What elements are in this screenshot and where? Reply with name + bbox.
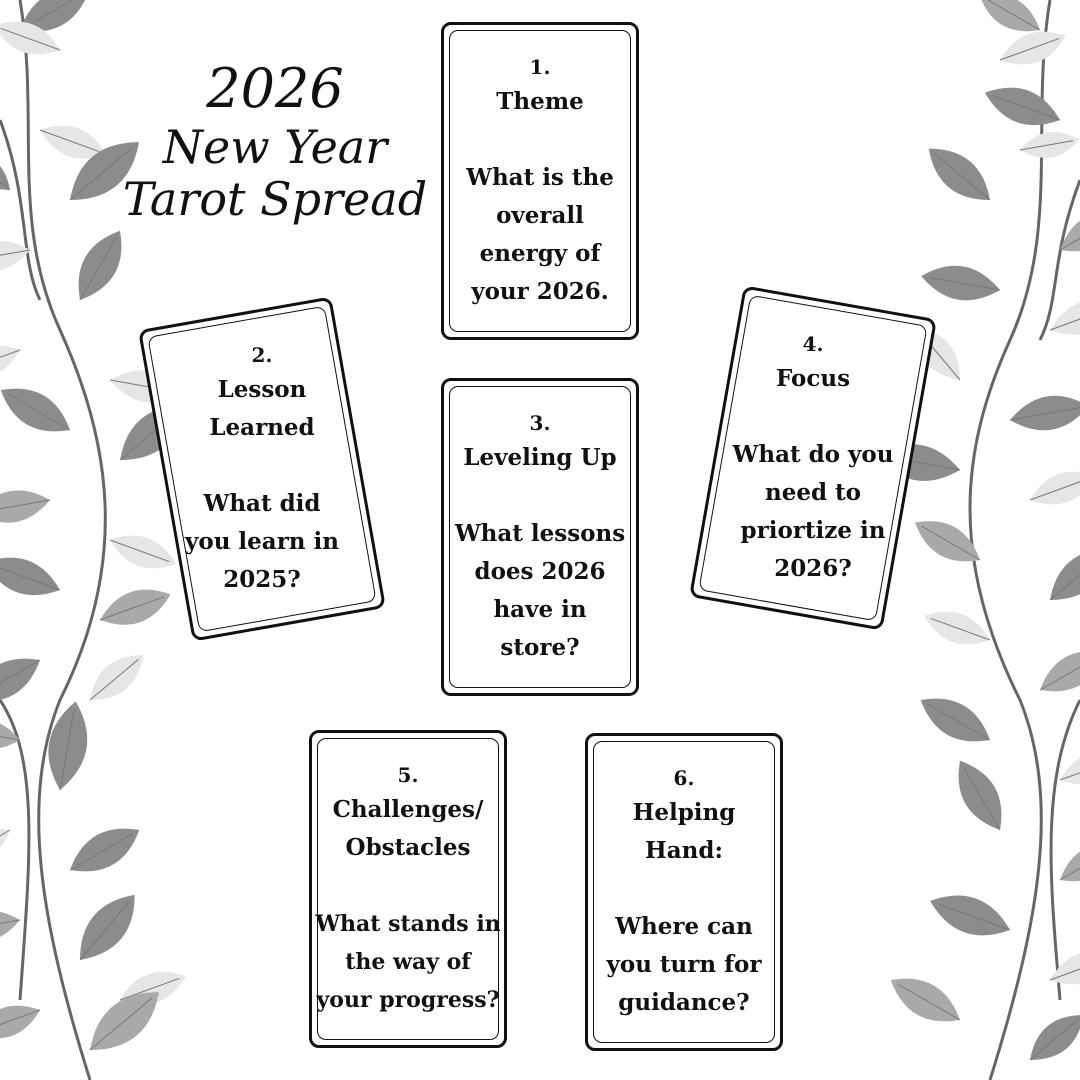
- vine-leaf: [0, 375, 78, 444]
- card-5-challenges: [309, 730, 507, 1048]
- card-1-theme: [441, 22, 639, 340]
- vine-leaf: [0, 645, 48, 714]
- card-question: What do you need to priortize in 2026?: [732, 441, 894, 582]
- card-4-focus: [689, 285, 937, 630]
- card-heading: Challenges/ Obstacles: [332, 796, 484, 861]
- card-heading: Lesson Learned: [209, 376, 315, 441]
- card-number: 6.: [673, 766, 695, 790]
- vine-leaf: [1007, 390, 1080, 437]
- vine-leaf: [1052, 199, 1080, 264]
- card-number: 5.: [397, 763, 419, 787]
- vine-leaf: [0, 904, 23, 948]
- vine-leaf: [1025, 462, 1080, 514]
- vine-stem: [1051, 700, 1080, 1000]
- card-number: 1.: [529, 55, 551, 79]
- vine-stem: [0, 120, 40, 300]
- card-question: Where can you turn for guidance?: [606, 913, 762, 1016]
- title-line-2: New Year: [162, 120, 388, 174]
- vine-leaf: [0, 484, 53, 528]
- card-number: 2.: [251, 343, 273, 367]
- vine-leaf: [1053, 832, 1080, 892]
- card-heading: Leveling Up: [463, 444, 617, 471]
- card-question: What did you learn in 2025?: [184, 490, 339, 593]
- title-line-3: Tarot Spread: [122, 172, 428, 226]
- card-question: What lessons does 2026 have in store?: [454, 520, 626, 661]
- card-3-leveling-up: [441, 378, 639, 696]
- card-2-lesson-learned: [138, 296, 386, 641]
- vine-leaf: [1021, 1004, 1080, 1072]
- card-question: What stands in the way of your progress?: [315, 911, 501, 1013]
- card-question: What is the overall energy of your 2026.: [466, 164, 614, 305]
- card-heading: Helping Hand:: [632, 799, 736, 864]
- vine-leaf: [0, 819, 16, 871]
- card-heading: Theme: [496, 88, 584, 115]
- vine-leaf: [0, 547, 66, 606]
- vine-leaf: [0, 336, 25, 388]
- title-year: 2026: [206, 57, 344, 120]
- card-number: 3.: [529, 411, 551, 435]
- vine-leaf: [1039, 536, 1080, 613]
- vine-leaf: [1045, 942, 1080, 994]
- card-heading: Focus: [775, 365, 851, 392]
- card-number: 4.: [802, 332, 824, 356]
- spread-title: [110, 57, 440, 226]
- card-6-helping-hand: [585, 733, 783, 1051]
